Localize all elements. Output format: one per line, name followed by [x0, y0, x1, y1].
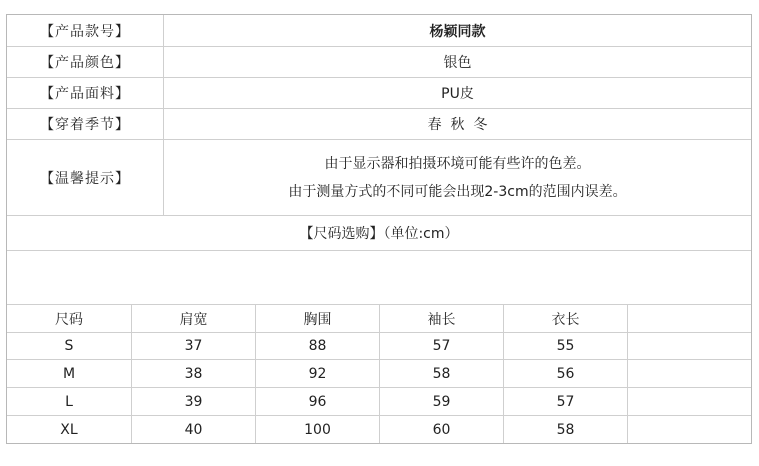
product-fabric-value: PU皮 [441, 86, 474, 102]
table-cell: 55 [556, 338, 575, 354]
table-cell: 56 [556, 365, 575, 382]
tip-label: 【温馨提示】 [40, 170, 130, 187]
table-cell: 92 [308, 365, 327, 382]
table-cell: 40 [184, 421, 203, 438]
table-cell: 58 [432, 365, 451, 382]
season-value: 春 秋 冬 [427, 117, 488, 133]
table-header-bust: 胸围 [303, 311, 332, 328]
size-section-title: 【尺码选购】（单位:cm） [299, 226, 459, 242]
product-fabric-label: 【产品面料】 [40, 86, 130, 102]
table-cell: S [64, 338, 74, 354]
table-cell: 37 [184, 338, 203, 354]
table-cell: L [65, 393, 73, 410]
table-cell: 88 [308, 338, 327, 354]
table-header-size: 尺码 [55, 311, 83, 328]
table-cell: 57 [432, 338, 451, 354]
tip-line-2: 由于测量方式的不同可能会出现2-3cm的范围内误差。 [288, 183, 627, 200]
tip-line-1: 由于显示器和拍摄环境可能有些许的色差。 [324, 155, 591, 172]
season-label: 【穿着季节】 [40, 117, 130, 133]
table-header-sleeve: 袖长 [427, 311, 456, 328]
table-cell: M [62, 365, 76, 382]
row-divider [7, 250, 751, 251]
product-info-sheet [6, 14, 752, 444]
product-color-value: 银色 [443, 55, 472, 71]
table-header-shoulder: 肩宽 [179, 311, 208, 328]
product-code-label: 【产品款号】 [40, 23, 130, 40]
table-cell: 38 [184, 365, 203, 382]
table-header-length: 衣长 [551, 311, 580, 328]
column-divider [627, 304, 628, 443]
table-cell: 96 [308, 393, 327, 410]
table-cell: 57 [556, 393, 575, 410]
table-cell: 58 [556, 421, 575, 438]
table-cell: 60 [432, 421, 451, 438]
table-cell: 59 [432, 393, 451, 410]
table-cell: 39 [184, 393, 203, 410]
product-color-label: 【产品颜色】 [40, 55, 130, 71]
tip-text [164, 140, 751, 215]
product-code-value: 杨颖同款 [429, 23, 486, 40]
table-cell: 100 [304, 421, 331, 438]
table-cell: XL [60, 421, 78, 438]
